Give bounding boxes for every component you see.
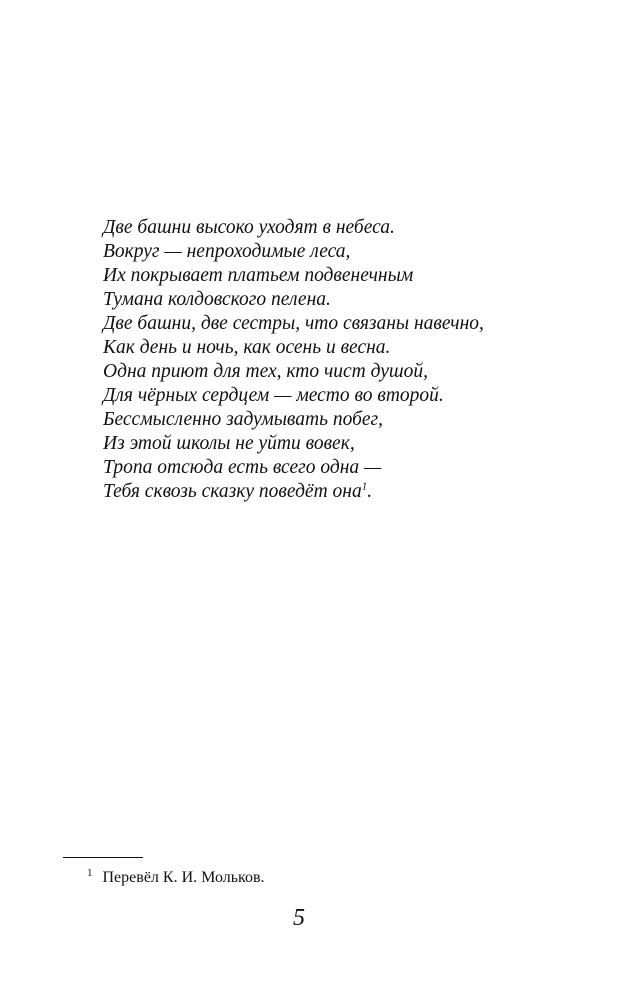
poem-line-period: . [367, 481, 373, 502]
footnote-text: Перевёл К. И. Мольков. [102, 869, 265, 886]
poem [103, 216, 583, 504]
poem-line: Из этой школы не уйти вовек, [103, 433, 355, 454]
poem-line: Одна приют для тех, кто чист душой, [103, 361, 428, 382]
poem-last-line [103, 480, 583, 504]
poem-line-text: Тебя сквозь сказку поведёт она [103, 481, 362, 502]
footnote-reference[interactable]: 1 [361, 480, 368, 493]
poem-line: Бессмысленно задумывать побег, [103, 409, 384, 430]
poem-line: Две башни, две сестры, что связаны навечно, [103, 313, 484, 334]
footnote [87, 868, 265, 888]
poem-line: Вокруг — непроходимые леса, [103, 241, 351, 262]
poem-line: Как день и ночь, как осень и весна. [103, 337, 391, 358]
footnote-number: 1 [87, 866, 93, 879]
poem-line: Их покрывает платьем подвенечным [103, 265, 414, 286]
poem-line: Для чёрных сердцем — место во второй. [103, 385, 444, 406]
page-number: 5 [293, 905, 305, 931]
poem-line: Тумана колдовского пелена. [103, 289, 331, 310]
footnote-divider [63, 857, 143, 858]
poem-line: Тропа отсюда есть всего одна — [103, 457, 382, 478]
poem-line: Две башни высоко уходят в небеса. [103, 217, 395, 238]
